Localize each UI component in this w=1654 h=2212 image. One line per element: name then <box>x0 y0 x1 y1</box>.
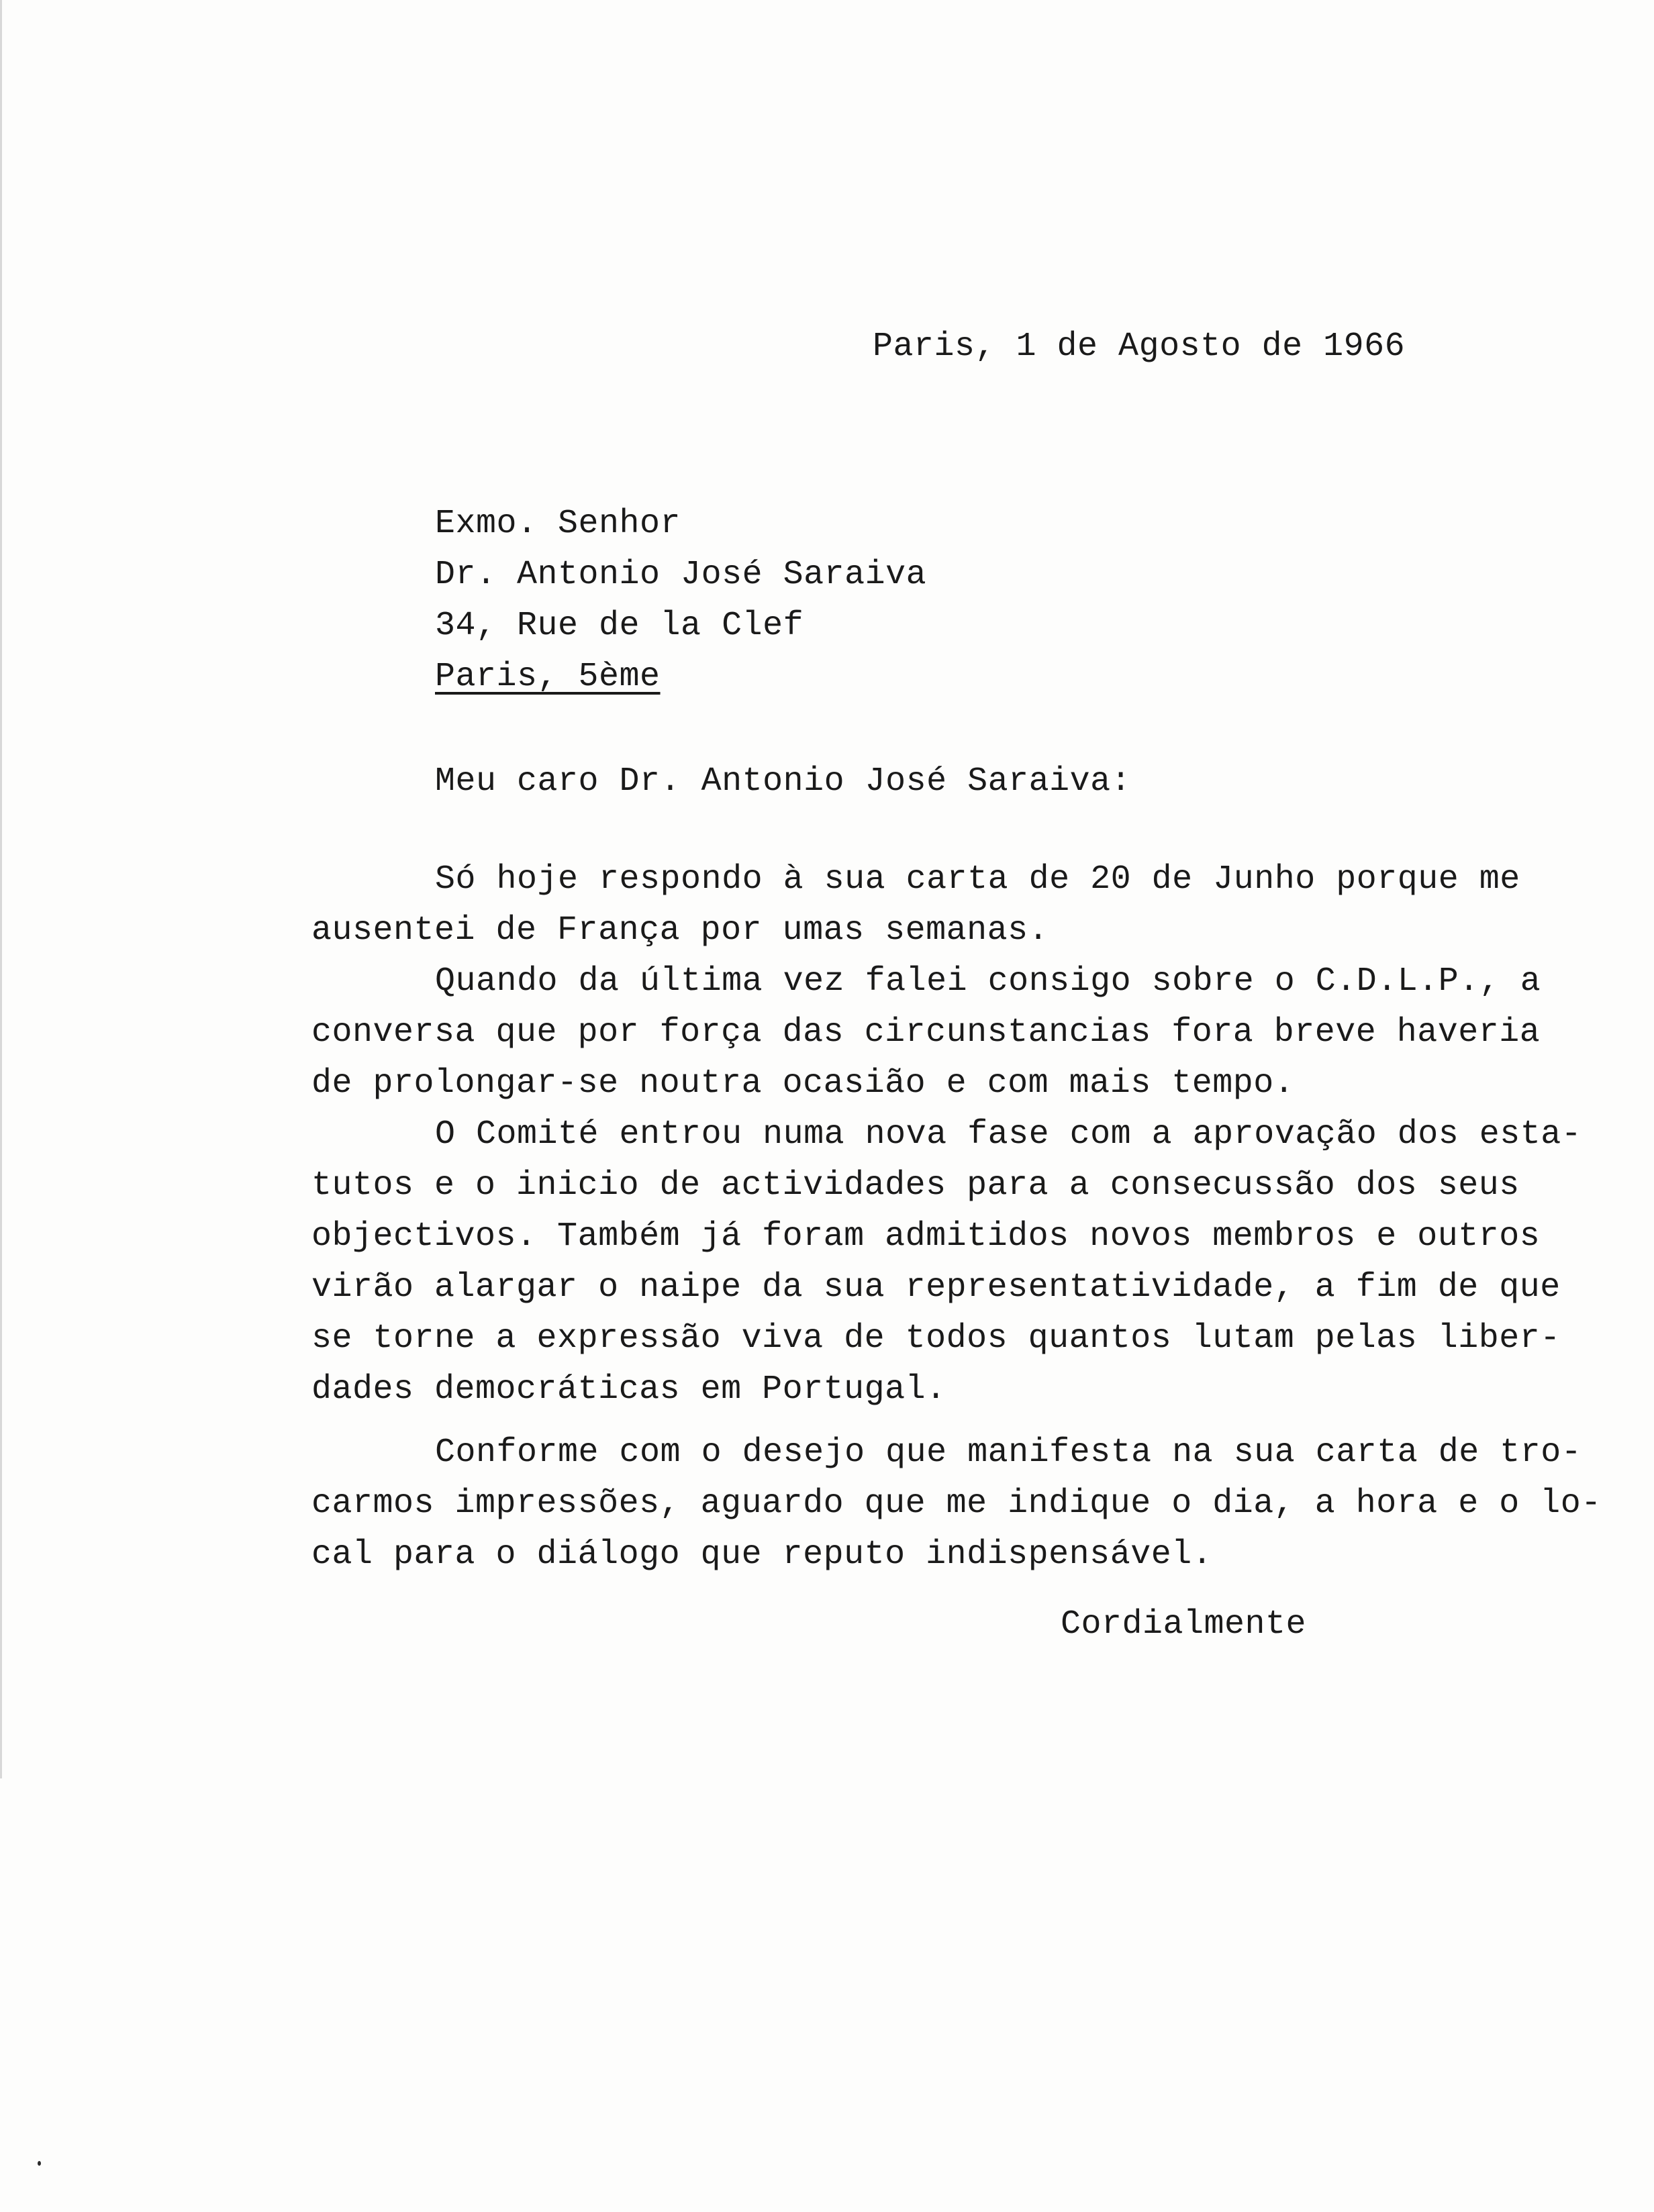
body-line-1: Só hoje respondo à sua carta de 20 de Junho porque me <box>435 860 1520 899</box>
body-line-9: virão alargar o naipe da sua representatividade, a fim de que <box>311 1268 1561 1307</box>
address-line-1: Exmo. Senhor <box>435 505 681 543</box>
body-line-13: carmos impressões, aguardo que me indique o dia, a hora e o lo- <box>311 1485 1602 1523</box>
body-line-14: cal para o diálogo que reputo indispensável. <box>311 1536 1213 1574</box>
address-line-4: Paris, 5ème <box>435 658 661 696</box>
body-line-5: de prolongar-se noutra ocasião e com mais tempo. <box>311 1064 1295 1103</box>
body-line-10: se torne a expressão viva de todos quantos lutam pelas liber- <box>311 1319 1561 1358</box>
body-line-6: O Comité entrou numa nova fase com a aprovação dos esta- <box>435 1115 1582 1154</box>
salutation: Meu caro Dr. Antonio José Saraiva: <box>435 762 1132 801</box>
closing: Cordialmente <box>1061 1605 1307 1644</box>
body-line-2: ausentei de França por umas semanas. <box>311 911 1049 950</box>
body-line-12: Conforme com o desejo que manifesta na sua carta de tro- <box>435 1434 1582 1472</box>
ink-speck <box>38 2161 41 2166</box>
scan-edge <box>0 0 2 1778</box>
body-line-3: Quando da última vez falei consigo sobre o C.D.L.P., a <box>435 962 1541 1001</box>
address-line-3: 34, Rue de la Clef <box>435 607 804 645</box>
body-line-4: conversa que por força das circunstancias fora breve haveria <box>311 1013 1541 1052</box>
address-line-2: Dr. Antonio José Saraiva <box>435 556 927 594</box>
body-line-8: objectivos. Também já foram admitidos novos membros e outros <box>311 1217 1541 1256</box>
body-line-7: tutos e o inicio de actividades para a consecussão dos seus <box>311 1166 1520 1205</box>
body-line-11: dades democráticas em Portugal. <box>311 1370 946 1409</box>
letter-date: Paris, 1 de Agosto de 1966 <box>873 328 1406 366</box>
